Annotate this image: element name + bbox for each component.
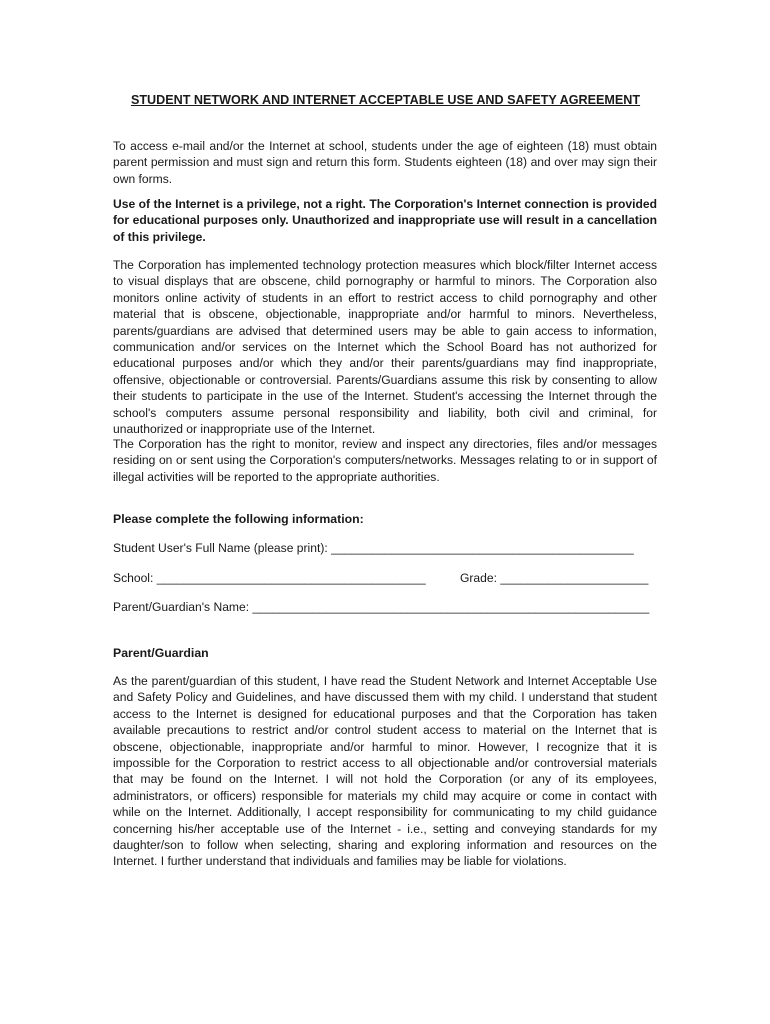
info-heading: Please complete the following information: (113, 512, 364, 526)
parent-name-field[interactable]: Parent/Guardian's Name: ___________________________________________________________ (113, 600, 650, 614)
monitor-paragraph: The Corporation has the right to monitor, review and inspect any directories, files and/or messages residing on or sent using the Corporation's computers/networks. Messages relating to or in support of illegal activities will be reported to the appropriate authorities. (113, 437, 657, 484)
guardian-heading: Parent/Guardian (113, 646, 209, 660)
protection-paragraph: The Corporation has implemented technology protection measures which block/filter Internet access to visual displays that are obscene, child pornography or harmful to minors. The Corporation also monitors online activity of students in an effort to restrict access to child pornography and other material that is obscene, objectionable, inappropriate and/or harmful to minors. Nevertheless, parents/guardians are advised that determined users may be able to gain access to information, communication and/or services on the Internet which the School Board has not authorized for educational purposes and/or which they and/or their parents/guardians may find inappropriate, offensive, objectionable or controversial. Parents/Guardians assume this risk by consenting to allow their students to participate in the use of the Internet. Student's accessing the Internet through the school's computers assume personal responsibility and liability, both civil and criminal, for unauthorized or inappropriate use of the Internet. (113, 258, 657, 437)
privilege-paragraph: Use of the Internet is a privilege, not a right. The Corporation's Internet connection is provided for educational purposes only. Unauthorized and inappropriate use will result in a cancellation of this privilege. (113, 197, 657, 244)
student-name-field[interactable]: Student User's Full Name (please print): _____________________________________________ (113, 541, 634, 555)
intro-paragraph: To access e-mail and/or the Internet at school, students under the age of eighteen (18) must obtain parent permission and must sign and return this form. Students eighteen (18) and over may sign their own forms. (113, 139, 657, 186)
grade-field[interactable]: Grade: ______________________ (460, 571, 649, 585)
school-field[interactable]: School: ________________________________________ (113, 571, 426, 585)
guardian-paragraph: As the parent/guardian of this student, I have read the Student Network and Internet Acceptable Use and Safety Policy and Guidelines, and have discussed them with my child. I understand that student access to the Internet is designed for educational purposes and that the Corporation has taken available precautions to restrict and/or control student access to material on the Internet that is obscene, objectionable, inappropriate and/or harmful to minor. However, I recognize that it is impossible for the Corporation to restrict access to all objectionable and/or controversial materials that may be found on the Internet. I will not hold the Corporation (or any of its employees, administrators, or officers) responsible for materials my child may acquire or come in contact with while on the Internet. Additionally, I accept responsibility for communicating to my child guidance concerning his/her acceptable use of the Internet - i.e., setting and conveying standards for my daughter/son to follow when selecting, sharing and exploring information and resources on the Internet. I further understand that individuals and families may be liable for violations. (113, 674, 657, 869)
document-title: STUDENT NETWORK AND INTERNET ACCEPTABLE USE AND SAFETY AGREEMENT (130, 93, 641, 107)
